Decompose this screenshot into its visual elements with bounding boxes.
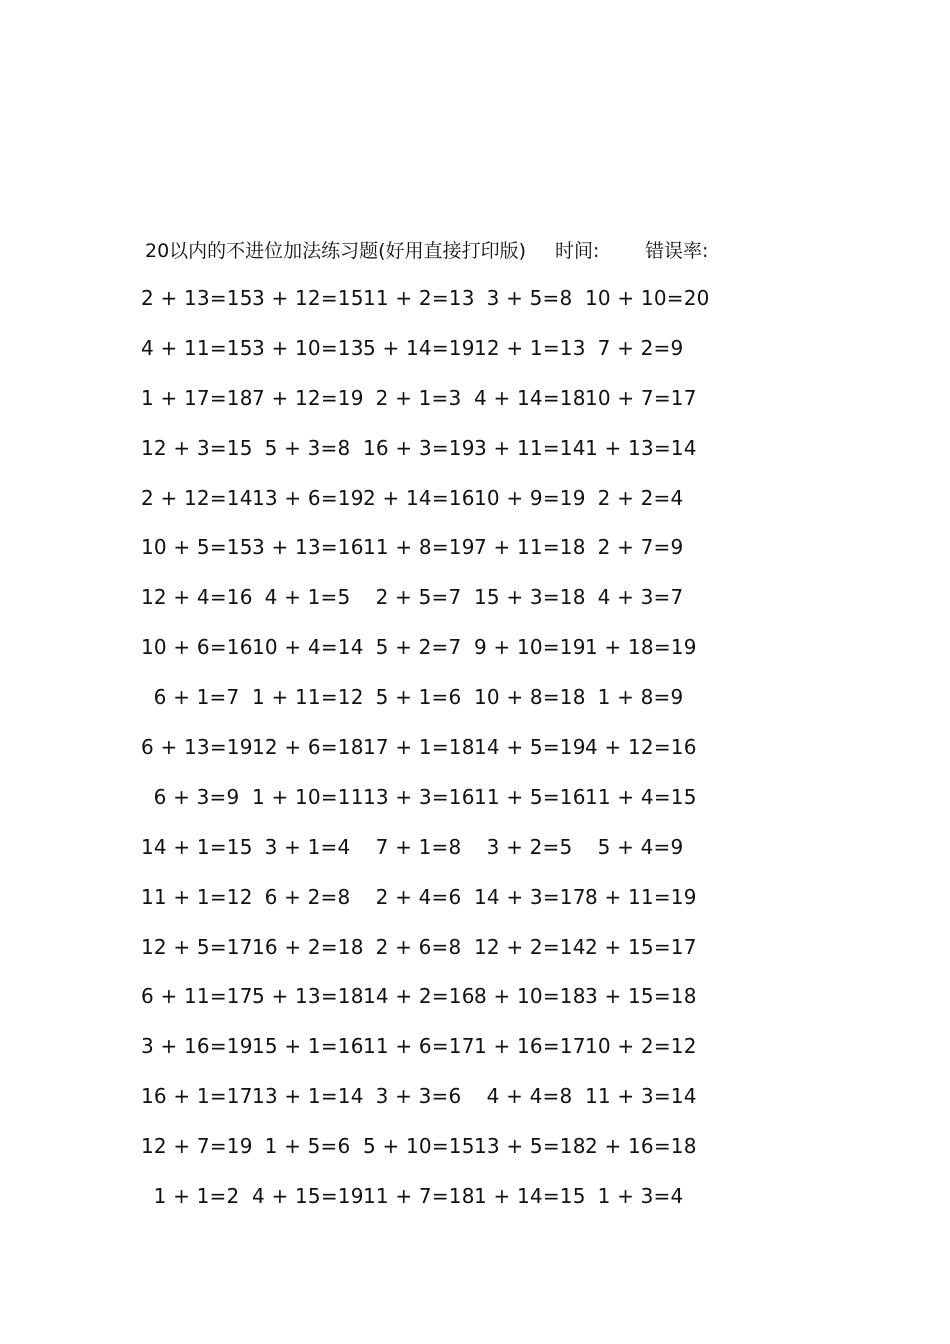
problem-row bbox=[141, 981, 708, 1031]
addition-problem: 12 + 7=19 bbox=[141, 1134, 253, 1159]
addition-problem: 1 + 11=12 bbox=[252, 685, 364, 710]
addition-problem: 1 + 8=9 bbox=[597, 685, 684, 710]
addition-problem: 2 + 7=9 bbox=[597, 535, 684, 560]
addition-problem: 4 + 3=7 bbox=[597, 585, 684, 610]
addition-problem: 4 + 12=16 bbox=[585, 735, 697, 760]
addition-problem: 7 + 12=19 bbox=[252, 385, 364, 410]
addition-problem: 2 + 6=8 bbox=[375, 934, 462, 959]
problem-row bbox=[141, 532, 708, 582]
addition-problem: 13 + 3=16 bbox=[363, 784, 475, 809]
worksheet-title: 20以内的不进位加法练习题(好用直接打印版) bbox=[145, 240, 527, 262]
addition-problem: 1 + 18=19 bbox=[585, 635, 697, 660]
addition-problem: 10 + 9=19 bbox=[474, 485, 586, 510]
addition-problem: 4 + 15=19 bbox=[252, 1184, 364, 1209]
problem-row bbox=[141, 632, 708, 682]
addition-problem: 3 + 11=14 bbox=[474, 435, 586, 460]
addition-problem: 12 + 6=18 bbox=[252, 735, 364, 760]
problem-row bbox=[148, 682, 708, 732]
problem-row bbox=[141, 582, 708, 632]
addition-problem: 3 + 3=6 bbox=[375, 1084, 462, 1109]
addition-problem: 2 + 16=18 bbox=[585, 1134, 697, 1159]
addition-problem: 14 + 5=19 bbox=[474, 735, 586, 760]
worksheet-header bbox=[145, 236, 785, 266]
addition-problem: 5 + 4=9 bbox=[597, 834, 684, 859]
addition-problem: 11 + 7=18 bbox=[363, 1184, 475, 1209]
addition-problem: 2 + 1=3 bbox=[375, 385, 462, 410]
addition-problem: 16 + 3=19 bbox=[363, 435, 475, 460]
addition-problem: 5 + 1=6 bbox=[375, 685, 462, 710]
problem-row bbox=[141, 1131, 708, 1181]
addition-problem: 1 + 10=11 bbox=[252, 784, 364, 809]
addition-problem: 6 + 11=17 bbox=[141, 984, 253, 1009]
problem-row bbox=[141, 333, 708, 383]
addition-problem: 2 + 12=14 bbox=[141, 485, 253, 510]
addition-problem: 11 + 5=16 bbox=[474, 784, 586, 809]
addition-problem: 3 + 15=18 bbox=[585, 984, 697, 1009]
addition-problem: 13 + 1=14 bbox=[252, 1084, 364, 1109]
addition-problem: 1 + 14=15 bbox=[474, 1184, 586, 1209]
addition-problem: 15 + 3=18 bbox=[474, 585, 586, 610]
addition-problem: 5 + 14=19 bbox=[363, 335, 475, 360]
addition-problem: 16 + 2=18 bbox=[252, 934, 364, 959]
addition-problem: 1 + 13=14 bbox=[585, 435, 697, 460]
problem-row bbox=[141, 832, 708, 882]
addition-problem: 16 + 1=17 bbox=[141, 1084, 253, 1109]
addition-problem: 2 + 13=15 bbox=[141, 286, 253, 310]
addition-problem: 10 + 10=20 bbox=[585, 286, 710, 310]
addition-problem: 6 + 1=7 bbox=[153, 685, 240, 710]
addition-problem: 12 + 5=17 bbox=[141, 934, 253, 959]
addition-problem: 1 + 3=4 bbox=[597, 1184, 684, 1209]
addition-problem: 7 + 2=9 bbox=[597, 335, 684, 360]
addition-problem: 7 + 11=18 bbox=[474, 535, 586, 560]
addition-problem: 8 + 11=19 bbox=[585, 884, 697, 909]
addition-problem: 10 + 5=15 bbox=[141, 535, 253, 560]
addition-problem: 1 + 16=17 bbox=[474, 1034, 586, 1059]
addition-problem: 2 + 2=4 bbox=[597, 485, 684, 510]
problem-row bbox=[141, 433, 708, 483]
addition-problem: 5 + 3=8 bbox=[264, 435, 351, 460]
addition-problem: 5 + 10=15 bbox=[363, 1134, 475, 1159]
problem-row bbox=[141, 732, 708, 782]
problem-row bbox=[141, 383, 708, 433]
problem-row bbox=[141, 283, 710, 333]
addition-problem: 10 + 8=18 bbox=[474, 685, 586, 710]
problem-row bbox=[141, 1081, 708, 1131]
addition-problem: 11 + 8=19 bbox=[363, 535, 475, 560]
addition-problem: 12 + 2=14 bbox=[474, 934, 586, 959]
addition-problem: 11 + 6=17 bbox=[363, 1034, 475, 1059]
addition-problem: 2 + 15=17 bbox=[585, 934, 697, 959]
addition-problem: 4 + 14=18 bbox=[474, 385, 586, 410]
addition-problem: 10 + 7=17 bbox=[585, 385, 697, 410]
addition-problem: 5 + 13=18 bbox=[252, 984, 364, 1009]
addition-problem: 13 + 6=19 bbox=[252, 485, 364, 510]
addition-problem: 6 + 3=9 bbox=[153, 784, 240, 809]
problem-row bbox=[141, 483, 708, 533]
addition-problem: 14 + 1=15 bbox=[141, 834, 253, 859]
problem-row bbox=[141, 882, 708, 932]
addition-problem: 3 + 2=5 bbox=[486, 834, 573, 859]
addition-problem: 3 + 13=16 bbox=[252, 535, 364, 560]
addition-problem: 3 + 5=8 bbox=[486, 286, 573, 310]
addition-problem: 8 + 10=18 bbox=[474, 984, 586, 1009]
problem-row bbox=[141, 932, 708, 982]
addition-problem: 12 + 1=13 bbox=[474, 335, 586, 360]
addition-problem: 11 + 1=12 bbox=[141, 884, 253, 909]
addition-problem: 10 + 6=16 bbox=[141, 635, 253, 660]
addition-problem: 10 + 4=14 bbox=[252, 635, 364, 660]
problem-row bbox=[141, 1031, 708, 1081]
addition-problem: 14 + 2=16 bbox=[363, 984, 475, 1009]
addition-problem: 14 + 3=17 bbox=[474, 884, 586, 909]
problem-row bbox=[148, 1181, 708, 1231]
problem-grid bbox=[141, 283, 710, 1231]
addition-problem: 11 + 2=13 bbox=[363, 286, 475, 310]
addition-problem: 7 + 1=8 bbox=[375, 834, 462, 859]
addition-problem: 1 + 1=2 bbox=[153, 1184, 240, 1209]
addition-problem: 6 + 13=19 bbox=[141, 735, 253, 760]
addition-problem: 5 + 2=7 bbox=[375, 635, 462, 660]
addition-problem: 15 + 1=16 bbox=[252, 1034, 364, 1059]
addition-problem: 3 + 10=13 bbox=[252, 335, 364, 360]
addition-problem: 6 + 2=8 bbox=[264, 884, 351, 909]
addition-problem: 3 + 1=4 bbox=[264, 834, 351, 859]
addition-problem: 3 + 16=19 bbox=[141, 1034, 253, 1059]
addition-problem: 3 + 12=15 bbox=[252, 286, 364, 310]
addition-problem: 12 + 3=15 bbox=[141, 435, 253, 460]
addition-problem: 2 + 14=16 bbox=[363, 485, 475, 510]
addition-problem: 2 + 4=6 bbox=[375, 884, 462, 909]
addition-problem: 2 + 5=7 bbox=[375, 585, 462, 610]
addition-problem: 11 + 3=14 bbox=[585, 1084, 697, 1109]
addition-problem: 4 + 4=8 bbox=[486, 1084, 573, 1109]
error-rate-label: 错误率: bbox=[645, 240, 709, 262]
addition-problem: 11 + 4=15 bbox=[585, 784, 697, 809]
time-label: 时间: bbox=[555, 240, 600, 262]
addition-problem: 4 + 11=15 bbox=[141, 335, 253, 360]
addition-problem: 1 + 17=18 bbox=[141, 385, 253, 410]
addition-problem: 13 + 5=18 bbox=[474, 1134, 586, 1159]
addition-problem: 10 + 2=12 bbox=[585, 1034, 697, 1059]
addition-problem: 12 + 4=16 bbox=[141, 585, 253, 610]
addition-problem: 4 + 1=5 bbox=[264, 585, 351, 610]
addition-problem: 1 + 5=6 bbox=[264, 1134, 351, 1159]
addition-problem: 9 + 10=19 bbox=[474, 635, 586, 660]
problem-row bbox=[148, 782, 708, 832]
addition-problem: 17 + 1=18 bbox=[363, 735, 475, 760]
